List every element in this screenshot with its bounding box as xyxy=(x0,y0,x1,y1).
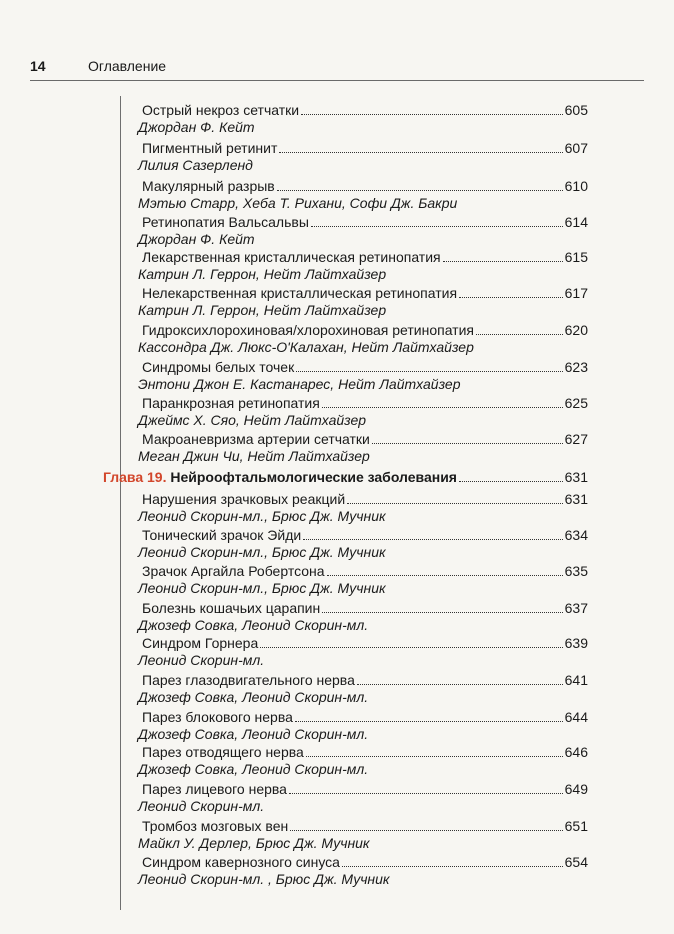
toc-entry xyxy=(0,527,674,561)
dot-leader xyxy=(301,114,563,115)
entry-title: Тонический зрачок Эйди xyxy=(142,527,302,543)
dot-leader xyxy=(357,684,563,685)
entry-title: Гидроксихлорохиновая/хлорохиновая ретинопатия xyxy=(142,322,474,338)
toc-entry xyxy=(0,249,674,283)
entry-authors: Леонид Скорин-мл. xyxy=(138,652,265,668)
dot-leader xyxy=(311,226,563,227)
toc-entry xyxy=(0,563,674,597)
entry-page: 646 xyxy=(564,744,588,760)
entry-title: Синдромы белых точек xyxy=(142,359,295,375)
toc-entry xyxy=(0,818,674,852)
entry-page: 654 xyxy=(564,854,588,870)
dot-leader xyxy=(327,575,563,576)
entry-title: Парез лицевого нерва xyxy=(142,781,287,797)
entry-authors: Джозеф Совка, Леонид Скорин-мл. xyxy=(138,761,369,777)
entry-title: Синдром Горнера xyxy=(142,635,259,651)
entry-page: 639 xyxy=(564,635,588,651)
dot-leader xyxy=(342,866,563,867)
toc-entry xyxy=(0,854,674,888)
entry-title: Ретинопатия Вальсальвы xyxy=(142,214,309,230)
entry-authors: Леонид Скорин-мл., Брюс Дж. Мучник xyxy=(138,508,386,524)
toc-entry xyxy=(0,672,674,706)
page-number: 14 xyxy=(30,58,46,74)
toc-entry xyxy=(0,214,674,248)
entry-page: 637 xyxy=(564,600,588,616)
chapter-page: 631 xyxy=(564,469,588,485)
entry-page: 623 xyxy=(564,359,588,375)
dot-leader xyxy=(303,539,562,540)
chapter-heading xyxy=(0,469,674,486)
dot-leader xyxy=(322,612,562,613)
header-title: Оглавление xyxy=(88,58,167,74)
entry-authors: Лилия Сазерленд xyxy=(138,157,253,173)
entry-authors: Катрин Л. Геррон, Нейт Лайтхайзер xyxy=(138,302,387,318)
entry-title: Зрачок Аргайла Робертсона xyxy=(142,563,325,579)
entry-authors: Джозеф Совка, Леонид Скорин-мл. xyxy=(138,617,369,633)
entry-title: Синдром кавернозного синуса xyxy=(142,854,340,870)
entry-authors: Леонид Скорин-мл., Брюс Дж. Мучник xyxy=(138,580,386,596)
toc-entry xyxy=(0,285,674,319)
running-header xyxy=(30,58,166,74)
chapter-title: Нейроофтальмологические заболевания xyxy=(170,469,457,485)
entry-authors: Энтони Джон Е. Кастанарес, Нейт Лайтхайзер xyxy=(138,376,461,392)
entry-authors: Джозеф Совка, Леонид Скорин-мл. xyxy=(138,689,369,705)
entry-page: 641 xyxy=(564,672,588,688)
entry-page: 635 xyxy=(564,563,588,579)
entry-title: Острый некроз сетчатки xyxy=(142,102,300,118)
chapter-label: Глава 19. xyxy=(103,469,167,485)
entry-title: Нарушения зрачковых реакций xyxy=(142,491,346,507)
dot-leader xyxy=(322,407,563,408)
entry-authors: Леонид Скорин-мл., Брюс Дж. Мучник xyxy=(138,544,386,560)
entry-page: 617 xyxy=(564,285,588,301)
dot-leader xyxy=(347,503,562,504)
dot-leader xyxy=(260,647,562,648)
entry-page: 627 xyxy=(564,431,588,447)
entry-title: Парез отводящего нерва xyxy=(142,744,304,760)
entry-title: Лекарственная кристаллическая ретинопатия xyxy=(142,249,441,265)
toc-entry xyxy=(0,431,674,465)
dot-leader xyxy=(296,371,562,372)
toc-entry xyxy=(0,359,674,393)
entry-page: 607 xyxy=(564,140,588,156)
dot-leader xyxy=(277,190,563,191)
dot-leader xyxy=(289,793,563,794)
entry-title: Болезнь кошачьих царапин xyxy=(142,600,321,616)
entry-authors: Джозеф Совка, Леонид Скорин-мл. xyxy=(138,726,369,742)
entry-authors: Кассондра Дж. Люкс-О'Калахан, Нейт Лайтхайзер xyxy=(138,339,474,355)
entry-title: Пигментный ретинит xyxy=(142,140,278,156)
entry-page: 605 xyxy=(564,102,588,118)
toc-entry xyxy=(0,102,674,136)
entry-page: 614 xyxy=(564,214,588,230)
dot-leader xyxy=(306,756,563,757)
toc-entry xyxy=(0,600,674,634)
toc-entry xyxy=(0,178,674,212)
entry-page: 631 xyxy=(564,491,588,507)
entry-page: 634 xyxy=(564,527,588,543)
entry-authors: Леонид Скорин-мл. , Брюс Дж. Мучник xyxy=(138,871,390,887)
toc-entry xyxy=(0,781,674,815)
entry-authors: Майкл У. Дерлер, Брюс Дж. Мучник xyxy=(138,835,370,851)
entry-title: Макроаневризма артерии сетчатки xyxy=(142,431,370,447)
entry-page: 651 xyxy=(564,818,588,834)
dot-leader xyxy=(279,152,562,153)
entry-page: 620 xyxy=(564,322,588,338)
entry-page: 615 xyxy=(564,249,588,265)
header-rule xyxy=(30,80,644,81)
entry-title: Парез блокового нерва xyxy=(142,709,293,725)
entry-title: Макулярный разрыв xyxy=(142,178,275,194)
entry-page: 625 xyxy=(564,395,588,411)
entry-authors: Меган Джин Чи, Нейт Лайтхайзер xyxy=(138,448,370,464)
dot-leader xyxy=(459,481,563,482)
entry-title: Парез глазодвигательного нерва xyxy=(142,672,355,688)
toc-entry xyxy=(0,395,674,429)
entry-authors: Леонид Скорин-мл. xyxy=(138,798,265,814)
entry-page: 649 xyxy=(564,781,588,797)
toc-entry xyxy=(0,635,674,669)
dot-leader xyxy=(459,297,563,298)
entry-authors: Джеймс Х. Сяо, Нейт Лайтхайзер xyxy=(138,412,367,428)
entry-page: 644 xyxy=(564,709,588,725)
dot-leader xyxy=(290,830,562,831)
entry-title: Паранкрозная ретинопатия xyxy=(142,395,320,411)
entry-authors: Катрин Л. Геррон, Нейт Лайтхайзер xyxy=(138,266,387,282)
toc-entry xyxy=(0,709,674,743)
entry-authors: Мэтью Старр, Хеба Т. Рихани, Софи Дж. Бакри xyxy=(138,195,458,211)
toc-entry xyxy=(0,322,674,356)
dot-leader xyxy=(443,261,563,262)
toc-entry xyxy=(0,140,674,174)
toc-entry xyxy=(0,744,674,778)
dot-leader xyxy=(372,443,563,444)
dot-leader xyxy=(476,334,563,335)
entry-authors: Джордан Ф. Кейт xyxy=(138,231,255,247)
dot-leader xyxy=(295,721,563,722)
entry-page: 610 xyxy=(564,178,588,194)
entry-title: Нелекарственная кристаллическая ретинопатия xyxy=(142,285,458,301)
entry-title: Тромбоз мозговых вен xyxy=(142,818,289,834)
entry-authors: Джордан Ф. Кейт xyxy=(138,119,255,135)
toc-entry xyxy=(0,491,674,525)
